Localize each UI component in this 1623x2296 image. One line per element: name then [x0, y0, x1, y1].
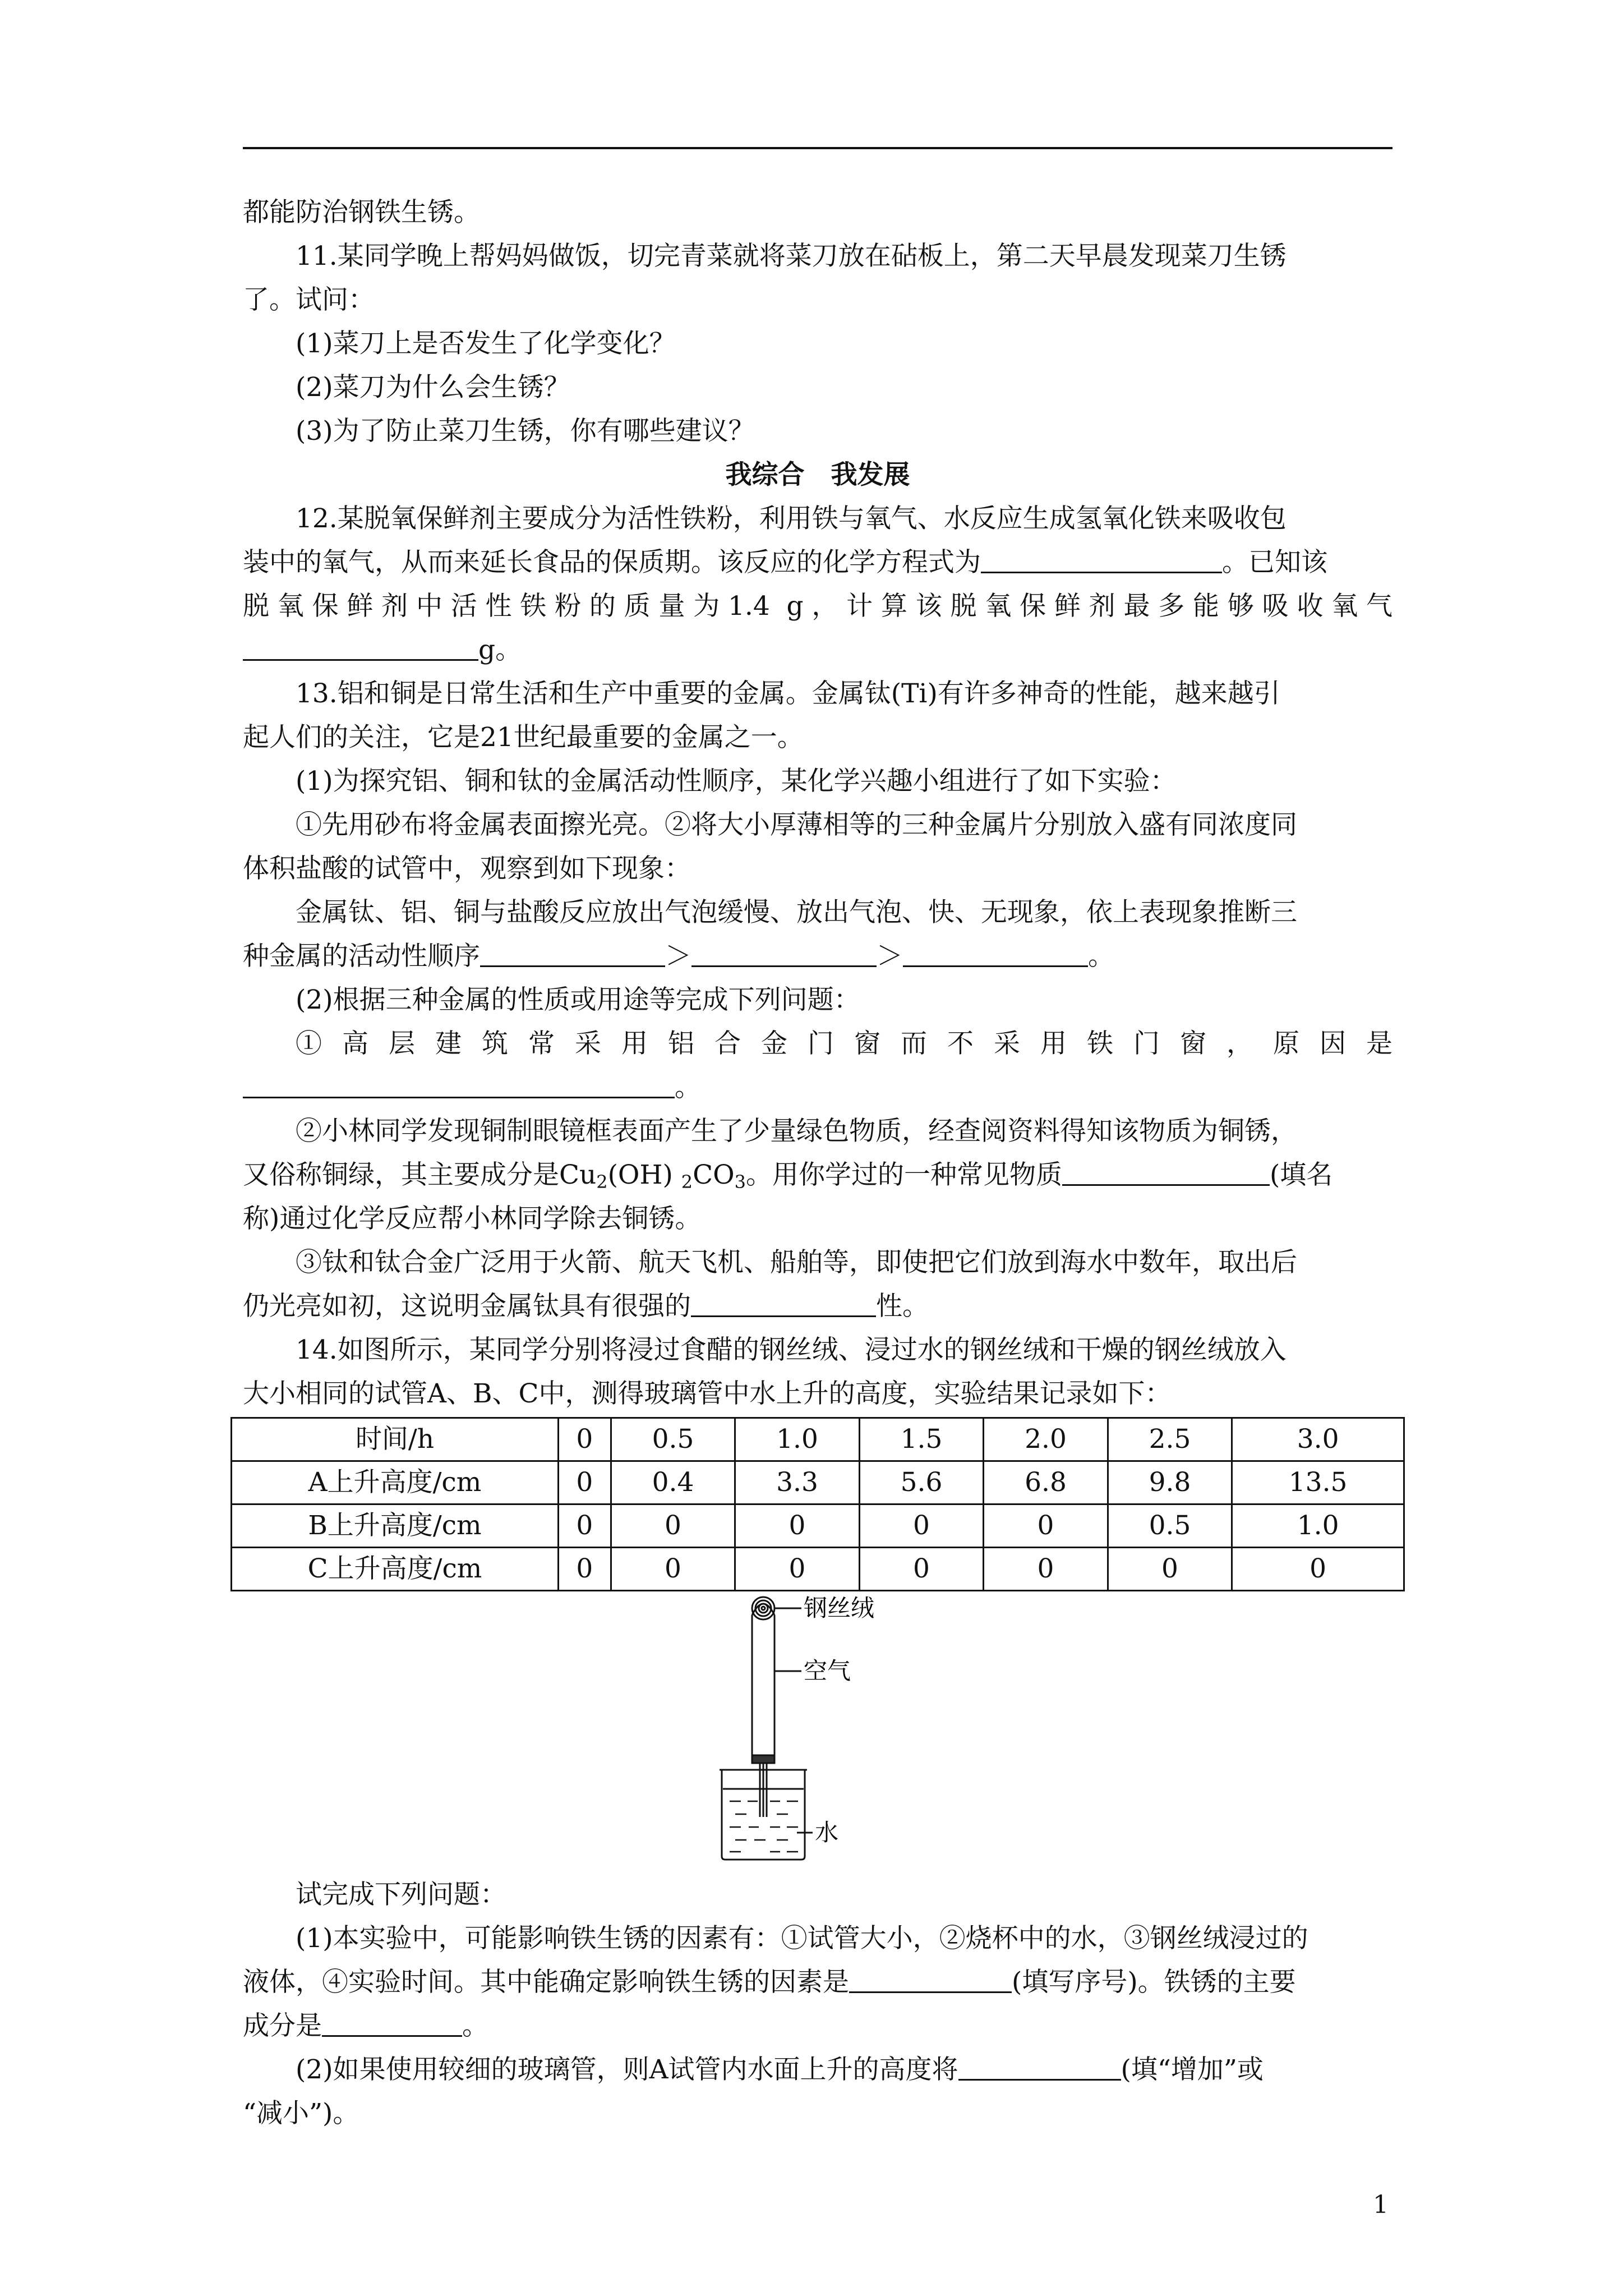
- question-13-part-2-a-answer: [243, 1066, 1393, 1110]
- q12-unit: g。: [478, 634, 522, 665]
- test-tube-icon: [752, 1604, 774, 1817]
- question-13-line-2: 起人们的关注，它是21世纪最重要的金属之一。: [243, 722, 804, 753]
- answer-blank-factors[interactable]: [849, 1969, 1012, 1993]
- table-row: [232, 1504, 1404, 1548]
- table-cell: 0.5: [1108, 1504, 1232, 1548]
- header-rule: [243, 147, 1393, 149]
- question-14-part-2-a: [243, 2048, 1393, 2092]
- section-title: 我综合 我发展: [725, 459, 910, 490]
- answer-blank-reason[interactable]: [243, 1074, 675, 1098]
- question-14-part-2-b: “减小”)。: [243, 2098, 359, 2129]
- table-cell: 2.0: [984, 1418, 1108, 1461]
- question-11-part-1: (1)菜刀上是否发生了化学变化？: [296, 328, 676, 359]
- table-cell: 0: [559, 1461, 611, 1504]
- question-14-part-1-c: [243, 2004, 1393, 2048]
- results-table: [230, 1417, 1405, 1591]
- q14-text: (2)如果使用较细的玻璃管，则A试管内水面上升的高度将: [296, 2054, 958, 2085]
- table-cell: 0: [859, 1548, 984, 1591]
- table-cell: 5.6: [859, 1461, 984, 1504]
- answer-blank-metal-1[interactable]: [480, 943, 665, 967]
- text-line: 都能防治钢铁生锈。: [243, 197, 480, 228]
- label-steel-wool: 钢丝绒: [804, 1594, 875, 1622]
- table-row: [232, 1461, 1404, 1504]
- question-11-part-2: (2)菜刀为什么会生锈？: [296, 372, 570, 403]
- question-13-part-1-step-a: ①先用砂布将金属表面擦光亮。②将大小厚薄相等的三种金属片分别放入盛有同浓度同: [296, 809, 1297, 840]
- experiment-figure: [243, 1593, 1393, 1873]
- label-air: 空气: [804, 1657, 851, 1685]
- table-cell: 0.4: [611, 1461, 735, 1504]
- order-prompt: 种金属的活动性顺序: [243, 941, 480, 972]
- table-cell: 0: [611, 1504, 735, 1548]
- question-13-part-2: (2)根据三种金属的性质或用途等完成下列问题：: [296, 984, 860, 1015]
- q13-text-end: 性。: [876, 1291, 929, 1322]
- page-content: [243, 191, 1393, 2136]
- question-12-line-4: [243, 628, 1393, 672]
- q13-text: 。用你学过的一种常见物质: [745, 1159, 1062, 1190]
- formula-text: 又俗称铜绿，其主要成分是Cu: [243, 1159, 597, 1190]
- q13-text: 仍光亮如初，这说明金属钛具有很强的: [243, 1291, 691, 1322]
- question-13-part-1-step-b: 体积盐酸的试管中，观察到如下现象：: [243, 853, 691, 884]
- page-number: 1: [1373, 2191, 1389, 2219]
- greater-than-sign: ＞: [877, 941, 903, 972]
- question-13-part-1-order: [243, 935, 1393, 978]
- answer-blank-metal-3[interactable]: [903, 943, 1088, 967]
- question-13-part-2-b: ②小林同学发现铜制眼镜框表面产生了少量绿色物质，经查阅资料得知该物质为铜锈，: [296, 1116, 1297, 1147]
- answer-blank-substance[interactable]: [1062, 1162, 1270, 1186]
- period: 。: [1088, 941, 1114, 972]
- question-14-part-1-a: (1)本实验中，可能影响铁生锈的因素有：①试管大小，②烧杯中的水，③钢丝绒浸过的: [296, 1923, 1308, 1954]
- table-cell: 0: [735, 1548, 860, 1591]
- table-cell: 0: [559, 1548, 611, 1591]
- table-cell: 13.5: [1232, 1461, 1404, 1504]
- answer-blank-metal-2[interactable]: [691, 943, 877, 967]
- table-cell: 3.0: [1232, 1418, 1404, 1461]
- table-cell: 0: [859, 1504, 984, 1548]
- answer-blank-rust-component[interactable]: [322, 2013, 462, 2037]
- table-row: [232, 1548, 1404, 1591]
- table-cell: A上升高度/cm: [232, 1461, 559, 1504]
- q12-text: 装中的氧气，从而来延长食品的保质期。该反应的化学方程式为: [243, 547, 981, 578]
- q14-text-end: (填“增加”或: [1121, 2054, 1264, 2085]
- table-cell: 6.8: [984, 1461, 1108, 1504]
- formula-text: CO: [693, 1159, 735, 1190]
- question-12-line-2: [243, 541, 1393, 585]
- answer-blank-height-change[interactable]: [958, 2056, 1121, 2081]
- formula-subscript: 3: [734, 1171, 746, 1193]
- table-cell: B上升高度/cm: [232, 1504, 559, 1548]
- table-cell: 0: [559, 1418, 611, 1461]
- table-cell: 0: [735, 1504, 860, 1548]
- answer-blank-property[interactable]: [691, 1293, 876, 1317]
- question-14-line-2: 大小相同的试管A、B、C中，测得玻璃管中水上升的高度，实验结果记录如下：: [243, 1378, 1172, 1409]
- question-13-part-1: (1)为探究铝、铜和钛的金属活动性顺序，某化学兴趣小组进行了如下实验：: [296, 766, 1177, 797]
- table-cell: 3.3: [735, 1461, 860, 1504]
- table-cell: 0: [611, 1548, 735, 1591]
- table-header-row: [232, 1418, 1404, 1461]
- table-cell: 0.5: [611, 1418, 735, 1461]
- question-13-line-1: 13.铝和铜是日常生活和生产中重要的金属。金属钛(Ti)有许多神奇的性能，越来越引: [296, 678, 1280, 709]
- formula-subscript: 2: [681, 1171, 693, 1193]
- table-cell: 0: [984, 1504, 1108, 1548]
- question-12-line-3: 脱氧保鲜剂中活性铁粉的质量为1.4 g，计算该脱氧保鲜剂最多能够吸收氧气: [243, 591, 1393, 622]
- formula-subscript: 2: [596, 1171, 608, 1193]
- question-12-line-1: 12.某脱氧保鲜剂主要成分为活性铁粉，利用铁与氧气、水反应生成氢氧化铁来吸收包: [296, 503, 1287, 534]
- label-water: 水: [815, 1819, 839, 1846]
- table-cell: 0: [559, 1504, 611, 1548]
- table-cell: 2.5: [1108, 1418, 1232, 1461]
- q14-text: 成分是: [243, 2010, 322, 2041]
- answer-blank-equation[interactable]: [981, 549, 1222, 573]
- period: 。: [462, 2010, 488, 2041]
- question-13-part-2-e: ③钛和钛合金广泛用于火箭、航天飞机、船舶等，即使把它们放到海水中数年，取出后: [296, 1247, 1297, 1278]
- question-13-part-2-d: 称)通过化学反应帮小林同学除去铜锈。: [243, 1203, 702, 1234]
- table-cell: 9.8: [1108, 1461, 1232, 1504]
- question-14-line-1: 14.如图所示，某同学分别将浸过食醋的钢丝绒、浸过水的钢丝绒和干燥的钢丝绒放入: [296, 1335, 1287, 1365]
- q13-text-end: (填名: [1269, 1159, 1333, 1190]
- question-11-line-1: 11.某同学晚上帮妈妈做饭，切完青菜就将菜刀放在砧板上，第二天早晨发现菜刀生锈: [296, 241, 1287, 272]
- question-13-part-1-step-c: 金属钛、铝、铜与盐酸反应放出气泡缓慢、放出气泡、快、无现象，依上表现象推断三: [296, 897, 1297, 928]
- period: 。: [675, 1072, 701, 1103]
- table-cell: 1.0: [1232, 1504, 1404, 1548]
- question-13-part-2-c: [243, 1153, 1393, 1197]
- table-cell: C上升高度/cm: [232, 1548, 559, 1591]
- table-cell: 0: [984, 1548, 1108, 1591]
- table-cell: 时间/h: [232, 1418, 559, 1461]
- beaker-test-tube-diagram: [718, 1593, 954, 1862]
- answer-blank-oxygen-mass[interactable]: [243, 637, 478, 661]
- question-11-part-3: (3)为了防止菜刀生锈，你有哪些建议？: [296, 416, 755, 447]
- label-leader-lines: [774, 1608, 813, 1833]
- question-14-part-1-b: [243, 1961, 1393, 2004]
- q14-text: 液体，④实验时间。其中能确定影响铁生锈的因素是: [243, 1967, 849, 1998]
- table-cell: 1.0: [735, 1418, 860, 1461]
- table-cell: 0: [1108, 1548, 1232, 1591]
- q12-text-end: 。已知该: [1222, 547, 1327, 578]
- table-cell: 1.5: [859, 1418, 984, 1461]
- greater-than-sign: ＞: [665, 941, 691, 972]
- question-13-part-2-f: [243, 1285, 1393, 1328]
- table-cell: 0: [1232, 1548, 1404, 1591]
- question-13-part-2-a: ①高层建筑常采用铝合金门窗而不采用铁门窗，原因是: [296, 1028, 1393, 1059]
- q14-text-end: (填写序号)。铁锈的主要: [1012, 1967, 1296, 1998]
- question-14-prompt: 试完成下列问题：: [296, 1879, 506, 1910]
- question-11-line-2: 了。试问：: [243, 284, 375, 315]
- formula-text: (OH): [607, 1159, 673, 1190]
